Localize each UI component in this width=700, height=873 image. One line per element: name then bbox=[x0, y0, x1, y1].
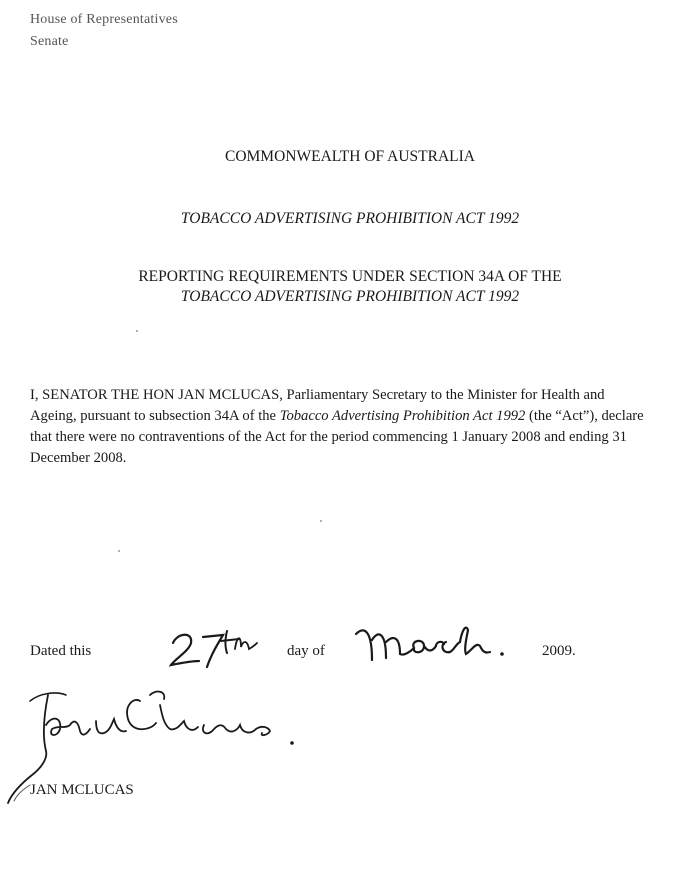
declaration-act-reference: Tobacco Advertising Prohibition Act 1992 bbox=[279, 408, 526, 424]
scan-speck bbox=[320, 520, 322, 522]
handwritten-month bbox=[350, 620, 515, 665]
reporting-heading-line2: TOBACCO ADVERTISING PROHIBITION ACT 1992 bbox=[180, 288, 520, 305]
day-of-label: day of bbox=[287, 643, 325, 659]
handwritten-month-text: March. bbox=[350, 620, 353, 621]
dated-year: 2009. bbox=[542, 643, 576, 659]
header-senate: Senate bbox=[30, 34, 69, 49]
declaration-intro: I, SENATOR THE HON JAN MCLUCAS, Parliamentary Secretary to the Minister for Health and Ageing, pursuant to subsection 34A of the bbox=[30, 387, 605, 424]
handwritten-day bbox=[165, 625, 265, 670]
document-title: COMMONWEALTH OF AUSTRALIA bbox=[224, 148, 476, 165]
declaration-paragraph bbox=[30, 385, 650, 469]
scan-speck bbox=[136, 330, 138, 332]
signatory-name: JAN MCLUCAS bbox=[30, 782, 134, 798]
handwritten-day-text: 27th bbox=[165, 625, 167, 626]
declaration-rest: (the “Act”), declare that there were no contraventions of the Act for the period commencing 1 January 2008 and ending 31 December 2008. bbox=[30, 408, 644, 466]
reporting-heading-line1: REPORTING REQUIREMENTS UNDER SECTION 34A OF THE bbox=[138, 268, 562, 285]
dated-label: Dated this bbox=[30, 643, 92, 659]
scan-speck bbox=[118, 550, 120, 552]
act-title: TOBACCO ADVERTISING PROHIBITION ACT 1992 bbox=[180, 210, 520, 227]
handwritten-signature-text: Jan McLucas. bbox=[0, 685, 6, 686]
header-house-of-representatives: House of Representatives bbox=[30, 12, 178, 27]
